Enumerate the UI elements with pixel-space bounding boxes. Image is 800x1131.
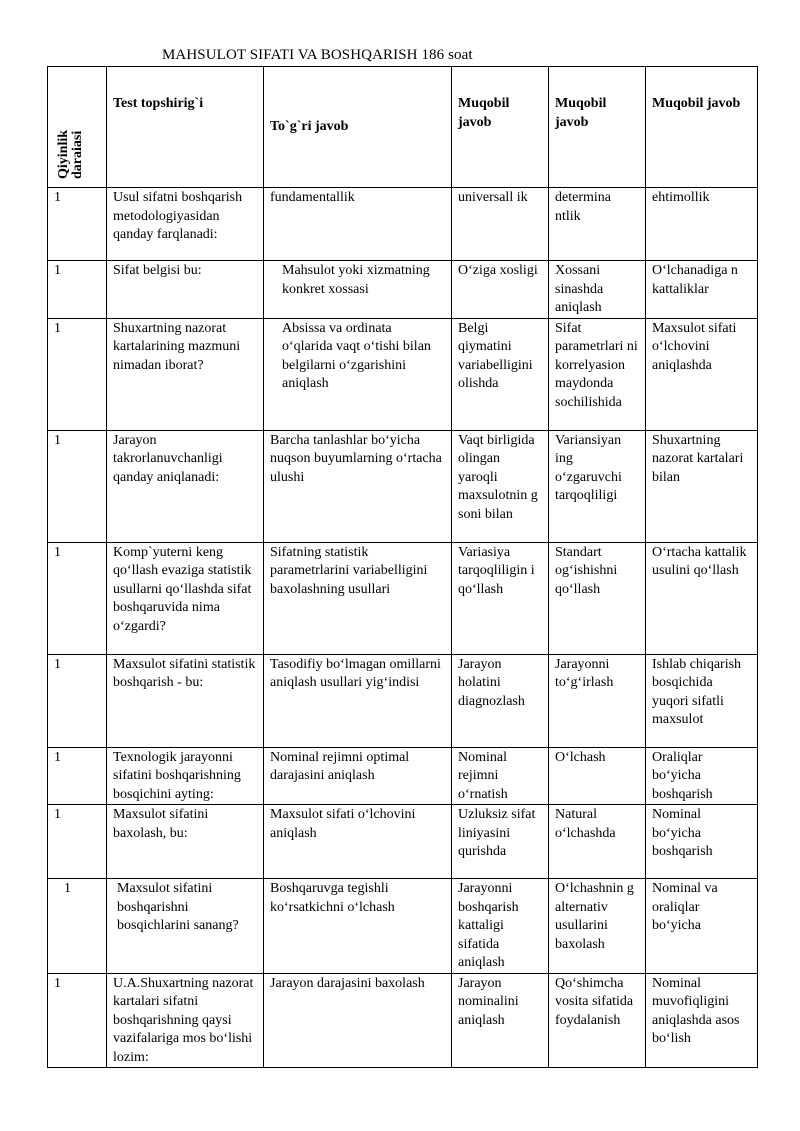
test-table	[47, 66, 758, 1068]
table-row	[48, 430, 758, 542]
cell-alternative-1: Nominal rejimni o‘rnatish	[452, 747, 549, 805]
cell-question: Usul sifatni boshqarish metodologiyasidan qanday farqlanadi:	[107, 188, 264, 261]
document-title: MAHSULOT SIFATI VA BOSHQARISH 186 soat	[162, 47, 473, 63]
table-row	[48, 654, 758, 747]
cell-alternative-2: Standart og‘ishishni qo‘llash	[549, 542, 646, 654]
cell-alternative-1: Jarayonni boshqarish kattaligi sifatida aniqlash	[452, 879, 549, 974]
header-alternative-1: Muqobil javob	[452, 67, 549, 188]
cell-alternative-1: Vaqt birligida olingan yaroqli maxsulotnin g soni bilan	[452, 430, 549, 542]
cell-alternative-2: O‘lchashnin g alternativ usullarini baxolash	[549, 879, 646, 974]
cell-correct-answer: Nominal rejimni optimal darajasini aniqlash	[264, 747, 452, 805]
cell-alternative-2: Variansiyan ing o‘zgaruvchi tarqoqliligi	[549, 430, 646, 542]
header-task: Test topshirig`i	[107, 67, 264, 188]
cell-alternative-3: Maxsulot sifati o‘lchovini aniqlashda	[646, 318, 758, 430]
cell-question: Maxsulot sifatini baxolash, bu:	[107, 805, 264, 879]
table-row	[48, 318, 758, 430]
table-row	[48, 973, 758, 1068]
cell-level: 1	[48, 879, 107, 974]
cell-alternative-3: Shuxartning nazorat kartalari bilan	[646, 430, 758, 542]
cell-question: Sifat belgisi bu:	[107, 261, 264, 319]
cell-question: Komp`yuterni keng qo‘llash evaziga statistik usullarni qo‘llashda sifat boshqaruvida nima o‘zgardi?	[107, 542, 264, 654]
cell-alternative-3: Nominal bo‘yicha boshqarish	[646, 805, 758, 879]
cell-question: Shuxartning nazorat kartalarining mazmuni nimadan iborat?	[107, 318, 264, 430]
cell-alternative-2: Sifat parametrlari ni korrelyasion maydonda sochilishida	[549, 318, 646, 430]
cell-alternative-3: Oraliqlar bo‘yicha boshqarish	[646, 747, 758, 805]
cell-level: 1	[48, 542, 107, 654]
table-row	[48, 188, 758, 261]
cell-correct-answer: Maxsulot sifati o‘lchovini aniqlash	[264, 805, 452, 879]
cell-question: Jarayon takrorlanuvchanligi qanday aniqlanadi:	[107, 430, 264, 542]
cell-alternative-1: universall ik	[452, 188, 549, 261]
cell-alternative-1: Belgi qiymatini variabelligini olishda	[452, 318, 549, 430]
cell-alternative-1: Variasiya tarqoqliligin i qo‘llash	[452, 542, 549, 654]
cell-correct-answer: Tasodifiy bo‘lmagan omillarni aniqlash usullari yig‘indisi	[264, 654, 452, 747]
cell-level: 1	[48, 261, 107, 319]
cell-level: 1	[48, 973, 107, 1068]
cell-alternative-1: O‘ziga xosligi	[452, 261, 549, 319]
cell-level: 1	[48, 318, 107, 430]
header-alternative-3: Muqobil javob	[646, 67, 758, 188]
cell-level: 1	[48, 805, 107, 879]
cell-correct-answer: Mahsulot yoki xizmatning konkret xossasi	[264, 261, 452, 319]
cell-level: 1	[48, 747, 107, 805]
cell-level: 1	[48, 430, 107, 542]
header-difficulty-level	[48, 67, 107, 188]
cell-alternative-2: Qo‘shimcha vosita sifatida foydalanish	[549, 973, 646, 1068]
cell-correct-answer: Absissa va ordinata o‘qlarida vaqt o‘tishi bilan belgilarni o‘zgarishini aniqlash	[264, 318, 452, 430]
cell-correct-answer: Barcha tanlashlar bo‘yicha nuqson buyumlarning o‘rtacha ulushi	[264, 430, 452, 542]
cell-question: U.A.Shuxartning nazorat kartalari sifatni boshqarishning qaysi vazifalariga mos bo‘lishi lozim:	[107, 973, 264, 1068]
header-difficulty-line2: daraiasi	[70, 130, 85, 179]
cell-alternative-2: Jarayonni to‘g‘irlash	[549, 654, 646, 747]
cell-level: 1	[48, 654, 107, 747]
table-row	[48, 261, 758, 319]
cell-level: 1	[48, 188, 107, 261]
cell-alternative-1: Jarayon nominalini aniqlash	[452, 973, 549, 1068]
header-row	[48, 67, 758, 188]
cell-question: Maxsulot sifatini boshqarishni bosqichlarini sanang?	[107, 879, 264, 974]
header-correct-answer: To`g`ri javob	[264, 67, 452, 188]
cell-alternative-3: Nominal muvofiqligini aniqlashda asos bo‘lish	[646, 973, 758, 1068]
cell-correct-answer: Sifatning statistik parametrlarini variabelligini baxolashning usullari	[264, 542, 452, 654]
cell-alternative-3: O‘lchanadiga n kattaliklar	[646, 261, 758, 319]
cell-alternative-3: O‘rtacha kattalik usulini qo‘llash	[646, 542, 758, 654]
cell-alternative-2: determina ntlik	[549, 188, 646, 261]
cell-alternative-2: O‘lchash	[549, 747, 646, 805]
cell-alternative-2: Xossani sinashda aniqlash	[549, 261, 646, 319]
cell-alternative-2: Natural o‘lchashda	[549, 805, 646, 879]
table-row	[48, 542, 758, 654]
cell-alternative-1: Uzluksiz sifat liniyasini qurishda	[452, 805, 549, 879]
header-alternative-2: Muqobil javob	[549, 67, 646, 188]
table-row	[48, 805, 758, 879]
table-row	[48, 879, 758, 974]
cell-correct-answer: Jarayon darajasini baxolash	[264, 973, 452, 1068]
cell-question: Texnologik jarayonni sifatini boshqarishning bosqichini ayting:	[107, 747, 264, 805]
cell-alternative-1: Jarayon holatini diagnozlash	[452, 654, 549, 747]
cell-alternative-3: ehtimollik	[646, 188, 758, 261]
cell-question: Maxsulot sifatini statistik boshqarish - bu:	[107, 654, 264, 747]
table-row	[48, 747, 758, 805]
cell-correct-answer: Boshqaruvga tegishli ko‘rsatkichni o‘lchash	[264, 879, 452, 974]
cell-alternative-3: Ishlab chiqarish bosqichida yuqori sifatli maxsulot	[646, 654, 758, 747]
cell-alternative-3: Nominal va oraliqlar bo‘yicha	[646, 879, 758, 974]
header-difficulty-line1: Qiyinlik	[56, 129, 71, 179]
cell-correct-answer: fundamentallik	[264, 188, 452, 261]
